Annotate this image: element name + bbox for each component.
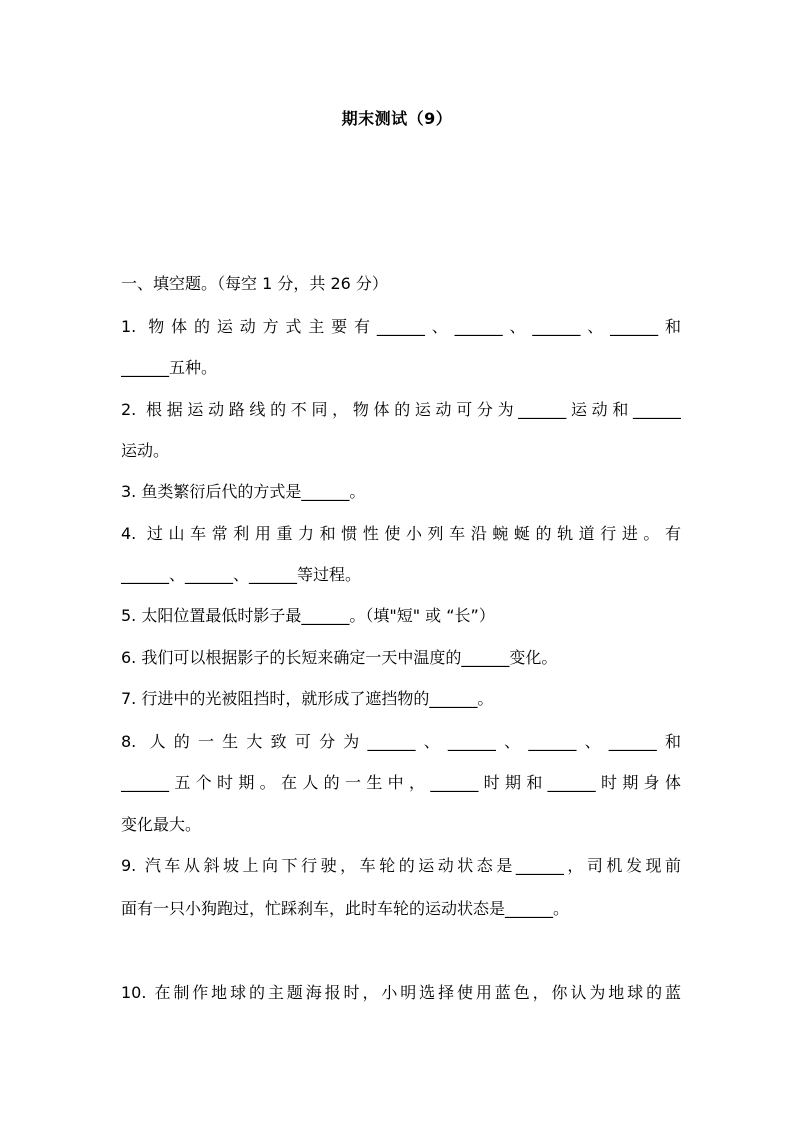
question-10-line-1: 10. 在制作地球的主题海报时，小明选择使用蓝色，你认为地球的蓝: [121, 983, 681, 1002]
question-4-line-1: 4. 过山车常利用重力和惯性使小列车沿蜿蜒的轨道行进。有: [121, 524, 681, 543]
document-title: 期末测试（9）: [341, 109, 453, 128]
question-8-line-1: 8. 人的一生大致可分为______、______、______、______和: [121, 732, 681, 751]
question-8-line-2: ______五个时期。在人的一生中，______时期和______时期身体: [121, 773, 681, 792]
question-9-line-1: 9. 汽车从斜坡上向下行驶，车轮的运动状态是______，司机发现前: [121, 856, 681, 875]
question-7-line-1: 7. 行进中的光被阻挡时，就形成了遮挡物的______。: [121, 689, 494, 708]
question-1-line-1: 1. 物体的运动方式主要有______、______、______、______和: [121, 317, 681, 336]
question-2-line-2: 运动。: [121, 441, 170, 460]
question-1-line-2: ______五种。: [121, 358, 218, 377]
question-3-line-1: 3. 鱼类繁衍后代的方式是______。: [121, 482, 366, 501]
question-8-line-3: 变化最大。: [121, 815, 202, 834]
question-4-line-2: ______、______、______等过程。: [121, 565, 362, 584]
section-heading: 一、填空题。（每空 1 分，共 26 分）: [121, 274, 388, 293]
question-2-line-1: 2. 根据运动路线的不同，物体的运动可分为______运动和______: [121, 400, 681, 419]
question-6-line-1: 6. 我们可以根据影子的长短来确定一天中温度的______变化。: [121, 648, 558, 667]
question-9-line-2: 面有一只小狗跑过，忙踩刹车，此时车轮的运动状态是______。: [121, 899, 570, 918]
question-5-line-1: 5. 太阳位置最低时影子最______。（填"短" 或 “长”）: [121, 606, 495, 625]
